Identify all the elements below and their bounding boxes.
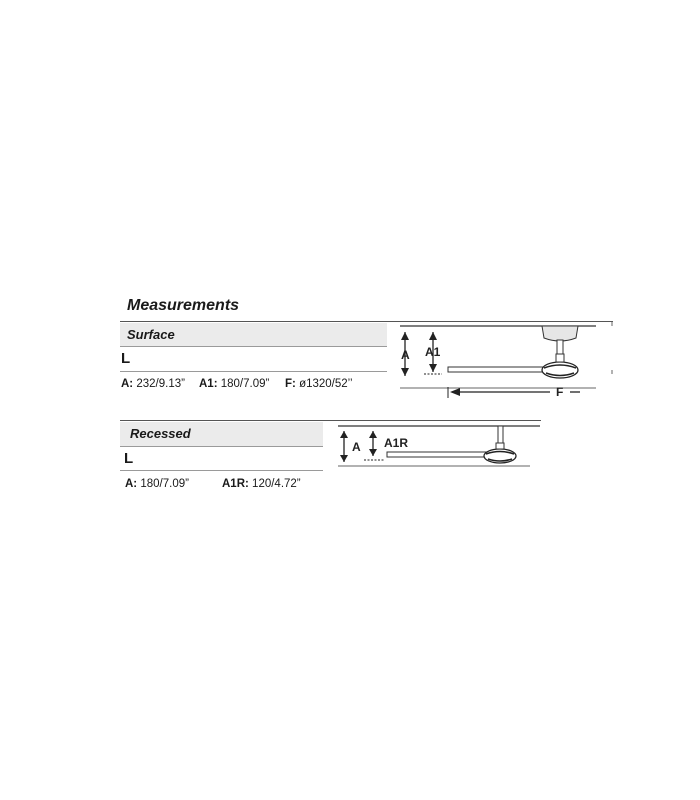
- arrow-down-icon: [340, 455, 348, 462]
- recessed-spec-a: [125, 478, 189, 490]
- arrow-up-icon: [401, 332, 409, 340]
- motor-coupler: [556, 354, 564, 362]
- downrod: [557, 340, 563, 354]
- spec-value: 180/7.09”: [220, 378, 270, 390]
- fan-blade: [387, 452, 495, 457]
- arrow-left-icon: [450, 388, 460, 396]
- dimension-a-label: A: [401, 348, 410, 362]
- spec-key: A:: [125, 478, 138, 490]
- surface-fan-diagram: [390, 318, 620, 408]
- surface-model-divider: [120, 371, 387, 372]
- surface-spec-f: [285, 378, 353, 390]
- dimension-a1r-label: A1R: [384, 436, 409, 450]
- page-title: Measurements: [127, 297, 240, 314]
- motor-coupler: [496, 443, 504, 449]
- spec-key: A1R:: [222, 478, 249, 490]
- arrow-up-icon: [369, 431, 377, 438]
- canopy-icon: [542, 326, 578, 341]
- downrod: [498, 426, 503, 444]
- recessed-fan-diagram: [330, 420, 545, 472]
- surface-spec-a1: [199, 378, 269, 390]
- arrow-down-icon: [369, 449, 377, 456]
- spec-key: F:: [285, 378, 296, 390]
- spec-key: A1:: [199, 378, 218, 390]
- dimension-f-label: F: [556, 385, 564, 399]
- arrow-down-icon: [401, 368, 409, 376]
- spec-value: 120/4.72”: [252, 478, 301, 490]
- surface-title: Surface: [127, 327, 175, 342]
- recessed-spec-a1r: [222, 478, 301, 490]
- dimension-a-label: A: [352, 440, 361, 454]
- spec-value: ø1320/52’’: [299, 378, 353, 390]
- spec-key: A:: [121, 378, 134, 390]
- arrow-up-icon: [429, 332, 437, 340]
- surface-model: L: [121, 350, 131, 367]
- spec-value: 232/9.13”: [136, 378, 185, 390]
- recessed-model-divider: [120, 470, 323, 471]
- surface-spec-a: [121, 378, 185, 390]
- arrow-up-icon: [340, 431, 348, 438]
- surface-band-divider: [120, 346, 387, 347]
- recessed-model: L: [124, 450, 134, 467]
- dimension-a1-label: A1: [425, 345, 441, 359]
- recessed-band-divider: [120, 446, 323, 447]
- recessed-title: Recessed: [130, 426, 191, 441]
- spec-value: 180/7.09”: [140, 478, 189, 490]
- arrow-down-icon: [429, 364, 437, 372]
